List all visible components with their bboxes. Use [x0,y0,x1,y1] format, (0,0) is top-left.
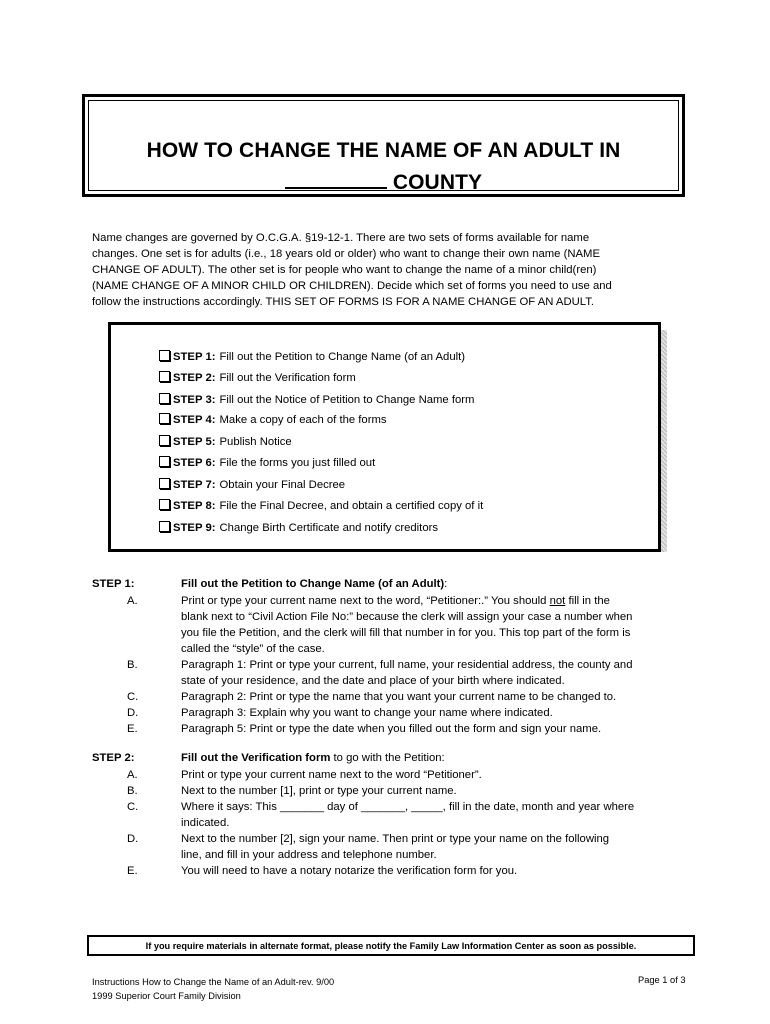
instruction-text-segment: Print or type your current name next to the word, “Petitioner:.” You should [181,595,550,607]
instruction-line [181,767,651,783]
checklist-step-text: Fill out the Notice of Petition to Change Name form [219,394,475,406]
instruction-letter: C. [127,801,139,813]
intro-line: CHANGE OF ADULT). The other set is for people who want to change the name of a minor child(ren) [92,264,597,276]
instruction-text-segment: state of your residence, and the date and place of your birth where indicated. [181,675,565,687]
checklist-item [159,393,474,406]
checklist-step-label: STEP 2: [173,372,216,384]
checklist-step-label: STEP 1: [173,351,216,363]
instruction-letter: E. [127,723,138,735]
instruction-text [181,783,651,799]
checklist-step-text: Obtain your Final Decree [219,479,346,491]
instruction-text-segment: line, and fill in your address and telephone number. [181,849,437,861]
step-1-title: Fill out the Petition to Change Name (of an Adult): [181,578,448,590]
instruction-letter: B. [127,785,138,797]
instruction-line [181,705,651,721]
page-title-county [85,169,682,195]
instruction-text [181,799,651,831]
checkbox-icon [159,478,170,489]
checklist-item [159,371,356,384]
instruction-line [181,593,651,609]
checkbox-icon [159,350,170,361]
checklist-step-text: File the Final Decree, and obtain a certified copy of it [219,500,484,512]
checklist-item [159,456,375,469]
checklist-step-text: Publish Notice [219,436,292,448]
instruction-text-segment: Next to the number [1], print or type your current name. [181,785,457,797]
intro-line: Name changes are governed by O.C.G.A. §19-12-1. There are two sets of forms available for name [92,232,590,244]
county-blank-line [285,169,387,189]
instruction-text [181,863,651,879]
instruction-text [181,657,651,689]
instruction-letter: D. [127,707,139,719]
intro-line: (NAME CHANGE OF A MINOR CHILD OR CHILDREN). Decide which set of forms you need to use and [92,280,612,292]
step-2-heading: STEP 2: [92,752,135,764]
instruction-text [181,689,651,705]
instruction-text-segment: indicated. [181,817,230,829]
instruction-line [181,863,651,879]
instruction-text-segment: Paragraph 5: Print or type the date when you filled out the form and sign your name. [181,723,602,735]
footer [92,975,334,1003]
instruction-text [181,721,651,737]
checklist-step-text: Fill out the Verification form [219,372,356,384]
instruction-line [181,625,651,641]
instruction-text-segment: blank next to “Civil Action File No:” because the clerk will assign your case a number when [181,611,633,623]
steps-checklist [108,322,661,552]
county-label: COUNTY [392,171,483,194]
instruction-text-segment: you file the Petition, and the clerk will fill that number in for you. This top part of the form is [181,627,631,639]
footer-division: 1999 Superior Court Family Division [92,991,241,1001]
instruction-letter: A. [127,595,138,607]
intro-paragraph [92,230,632,310]
instruction-line [181,831,651,847]
checklist-step-label: STEP 9: [173,522,216,534]
instruction-line [181,721,651,737]
checklist-step-text: File the forms you just filled out [219,457,376,469]
checklist-item [159,413,387,426]
instruction-text-segment: Print or type your current name next to the word “Petitioner”. [181,769,482,781]
instruction-text [181,767,651,783]
checklist-item [159,350,465,363]
instruction-line [181,815,651,831]
instruction-letter: B. [127,659,138,671]
checkbox-icon [159,456,170,467]
intro-line: follow the instructions accordingly. THIS SET OF FORMS IS FOR A NAME CHANGE OF AN ADULT. [92,296,595,308]
instruction-text [181,593,651,657]
checklist-step-label: STEP 7: [173,479,216,491]
instruction-text-segment: Paragraph 3: Explain why you want to change your name where indicated. [181,707,553,719]
checklist-item [159,478,345,491]
checklist-step-label: STEP 3: [173,394,216,406]
instruction-text-segment: Next to the number [2], sign your name. Then print or type your name on the following [181,833,610,845]
instruction-line [181,783,651,799]
instruction-text [181,831,651,863]
checkbox-icon [159,521,170,532]
checklist-item [159,521,438,534]
step-2-title: Fill out the Verification form to go with the Petition: [181,752,445,764]
checklist-item [159,499,483,512]
instruction-line [181,799,651,815]
instruction-line [181,641,651,657]
instruction-text-segment: called the “style” of the case. [181,643,325,655]
step-1-heading: STEP 1: [92,578,135,590]
footer-revision: Instructions How to Change the Name of an Adult-rev. 9/00 [92,977,335,987]
intro-line: changes. One set is for adults (i.e., 18 years old or older) who want to change their own name (NAME [92,248,600,260]
checkbox-icon [159,435,170,446]
instruction-line [181,609,651,625]
checkbox-icon [159,393,170,404]
page-number: Page 1 of 3 [638,975,686,985]
instruction-text-segment: not [549,595,566,607]
checkbox-icon [159,413,170,424]
instruction-letter: A. [127,769,138,781]
instruction-line [181,673,651,689]
checklist-step-text: Change Birth Certificate and notify creditors [219,522,439,534]
instruction-letter: E. [127,865,138,877]
instruction-text-segment: Where it says: This _______ day of _______, _____, fill in the date, month and year where [181,801,635,813]
instruction-text-segment: fill in the [565,595,610,607]
checklist-step-label: STEP 5: [173,436,216,448]
alternate-format-notice: If you require materials in alternate format, please notify the Family Law Information Center as soon as possible. [87,935,695,956]
checkbox-icon [159,371,170,382]
instruction-letter: D. [127,833,139,845]
checklist-step-text: Make a copy of each of the forms [219,414,387,426]
page-title: HOW TO CHANGE THE NAME OF AN ADULT IN [146,139,621,162]
instruction-text [181,705,651,721]
instruction-text-segment: Paragraph 2: Print or type the name that you want your current name to be changed to. [181,691,617,703]
instruction-line [181,657,651,673]
instruction-line [181,847,651,863]
checklist-step-text: Fill out the Petition to Change Name (of an Adult) [219,351,466,363]
checklist-step-label: STEP 8: [173,500,216,512]
checklist-step-label: STEP 4: [173,414,216,426]
instruction-text-segment: Paragraph 1: Print or type your current, full name, your residential address, the county and [181,659,633,671]
title-box [82,94,685,197]
instruction-letter: C. [127,691,139,703]
checklist-step-label: STEP 6: [173,457,216,469]
checklist-item [159,435,292,448]
checkbox-icon [159,499,170,510]
instruction-text-segment: You will need to have a notary notarize the verification form for you. [181,865,518,877]
instruction-line [181,689,651,705]
